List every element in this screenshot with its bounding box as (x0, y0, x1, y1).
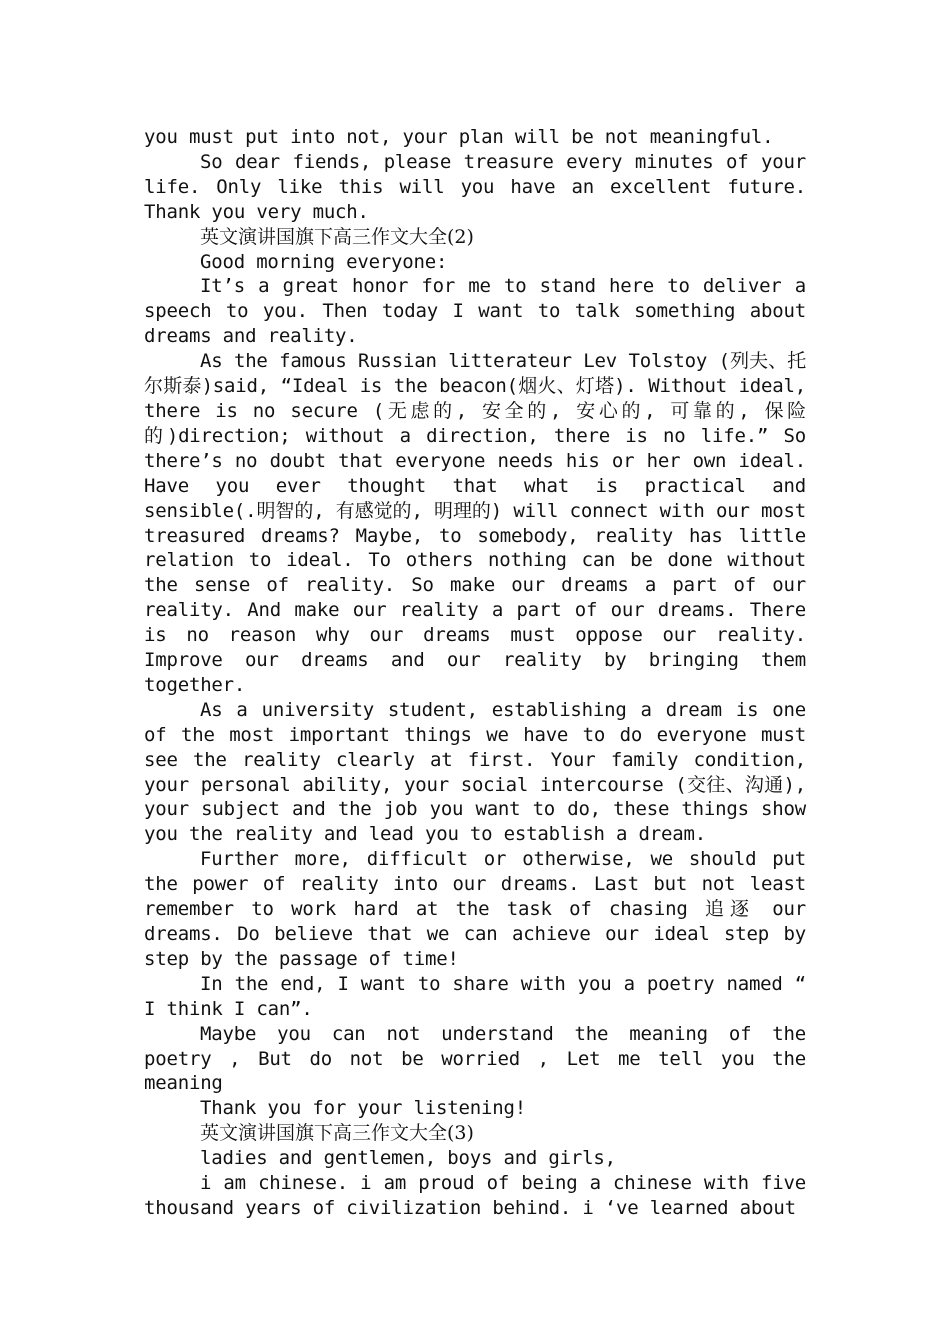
paragraph-9: Maybe you can not understand the meaning of the poetry , But do not be worried , Let me tell you the meaning (144, 1022, 806, 1095)
section-heading-2: 英文演讲国旗下高三作文大全(2) (200, 225, 474, 248)
paragraph-6: As a university student, establishing a dream is one of the most important things we have to do everyone must see the reality clearly at first. Your family condition, your personal ability, your social intercourse (交往、沟通), your subject and the job you want to do, these things show you the reality and lead you to establish a dream. (144, 698, 806, 846)
paragraph-8: In the end, I want to share with you a poetry named “ I think I can”. (144, 972, 806, 1020)
paragraph-7: Further more, difficult or otherwise, we should put the power of reality into our dreams. Last but not least remember to work hard at the task of chasing 追逐 our dreams. Do believe that we can achieve our ideal step by step by the passage of time! (144, 848, 806, 970)
paragraph-13: i am chinese. i am proud of being a chinese with five thousand years of civilization behind. i ‘ve learned about (144, 1172, 806, 1219)
paragraph-5: As the famous Russian litterateur Lev Tolstoy (列夫、托尔斯泰)said, “Ideal is the beacon(烟火、灯塔). Without ideal, there is no secure (无虑的, 安全的, 安心的, 可靠的, 保险的)direction; without a direction, there is no life.” So there’s no doubt that everyone needs his or her own ideal. Have you ever thought that what is practical and sensible(.明智的, 有感觉的, 明理的) will connect with our most treasured dreams? Maybe, to somebody, reality has little relation to ideal. To others nothing can be done without the sense of reality. So make our dreams a part of our reality. And make our reality a part of our dreams. There is no reason why our dreams must oppose our reality. Improve our dreams and our reality by bringing them together. (144, 350, 806, 696)
document-body (144, 125, 806, 1221)
paragraph-greeting: Good morning everyone: (200, 250, 448, 273)
paragraph-1: you must put into not, your plan will be not meaningful. (144, 126, 774, 148)
paragraph-10: Thank you for your listening! (200, 1097, 526, 1120)
paragraph-4: It’s a great honor for me to stand here to deliver a speech to you. Then today I want to talk something about dreams and reality. (144, 275, 806, 348)
paragraph-2: So dear fiends, please treasure every minutes of your life. Only like this will you have an excellent future. Thank you very much. (144, 150, 806, 223)
section-heading-3: 英文演讲国旗下高三作文大全(3) (200, 1122, 474, 1145)
paragraph-12: ladies and gentlemen, boys and girls, (200, 1147, 616, 1170)
